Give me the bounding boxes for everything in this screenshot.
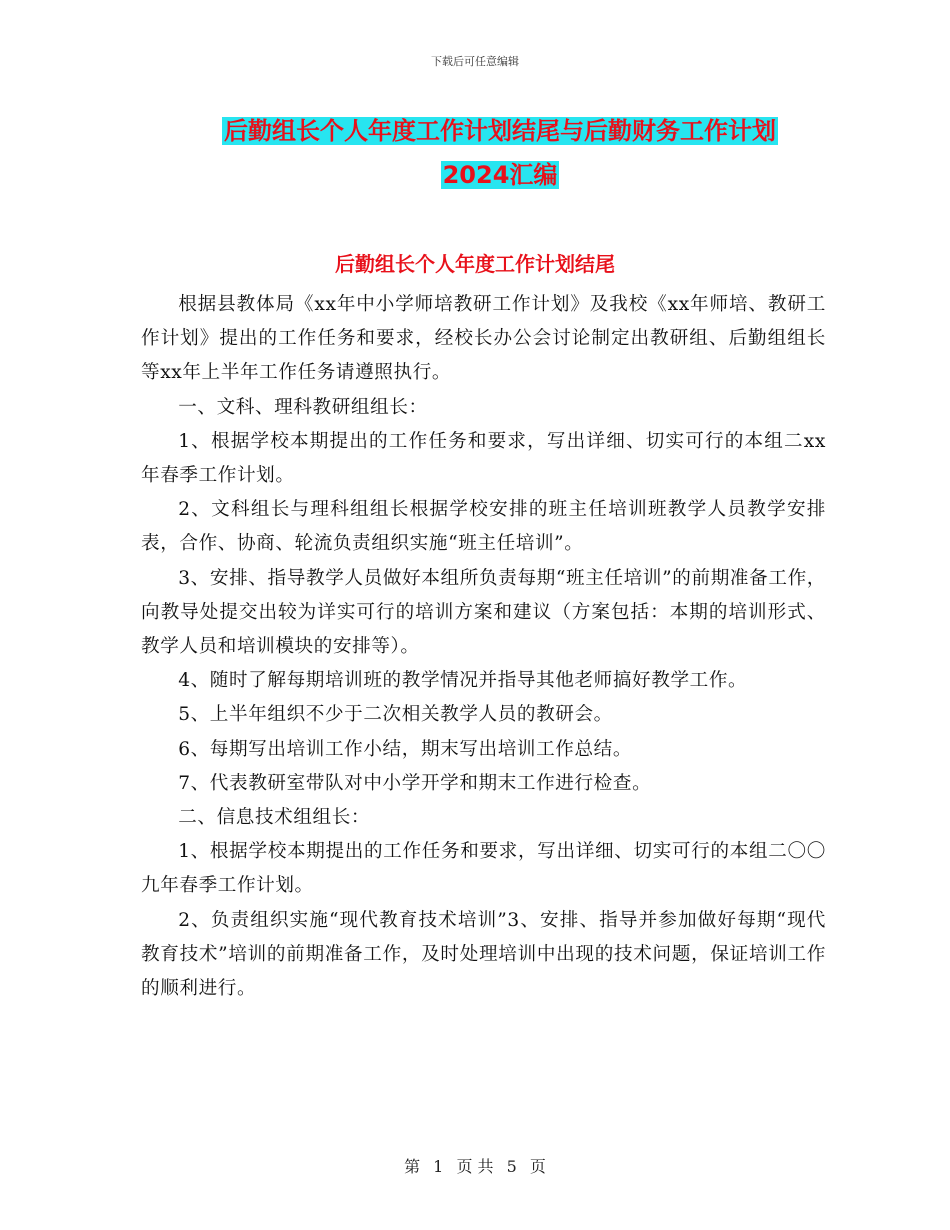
list-item: 6、每期写出培训工作小结，期末写出培训工作总结。	[178, 738, 633, 760]
title-line-1-text: 后勤组长个人年度工作计划结尾与后勤财务工作计划	[224, 117, 776, 145]
heading-teaching-group-leaders: 一、文科、理科教研组组长：	[178, 396, 428, 418]
document-body	[141, 288, 826, 1006]
document-title-line-1	[140, 109, 860, 153]
document-title-line-2	[140, 153, 860, 197]
page-mid: 页 共	[456, 1157, 494, 1176]
page-number-total: 5	[506, 1157, 517, 1176]
list-item: 2、文科组长与理科组组长根据学校安排的班主任培训班教学人员教学安排表，合作、协商、轮流负责组织实施“班主任培训”。	[141, 499, 826, 555]
list-item: 1、根据学校本期提出的工作任务和要求，写出详细、切实可行的本组二xx年春季工作计划。	[141, 430, 826, 487]
page-suffix: 页	[529, 1157, 546, 1176]
header-note: 下载后可任意编辑	[431, 55, 519, 68]
list-item: 7、代表教研室带队对中小学开学和期末工作进行检查。	[178, 772, 652, 794]
list-item: 2、负责组织实施“现代教育技术培训”3、安排、指导并参加做好每期“现代教育技术”培训的前期准备工作，及时处理培训中出现的技术问题，保证培训工作的顺利进行。	[141, 909, 826, 1000]
heading-it-group-leader: 二、信息技术组组长：	[178, 807, 371, 829]
list-item: 5、上半年组织不少于二次相关教学人员的教研会。	[178, 704, 613, 726]
list-item: 3、安排、指导教学人员做好本组所负责每期“班主任培训”的前期准备工作，向教导处提交出较为详实可行的培训方案和建议（方案包括：本期的培训形式、教学人员和培训模块的安排等）。	[141, 567, 826, 658]
page-prefix: 第	[404, 1157, 421, 1176]
list-item: 1、根据学校本期提出的工作任务和要求，写出详细、切实可行的本组二〇〇九年春季工作计划。	[141, 841, 826, 897]
document-title	[140, 109, 860, 197]
page-number-current: 1	[433, 1157, 444, 1176]
paragraph-intro: 根据县教体局《xx年中小学师培教研工作计划》及我校《xx年师培、教研工作计划》提出的工作任务和要求，经校长办公会讨论制定出教研组、后勤组组长等xx年上半年工作任务请遵照执行。	[141, 294, 826, 384]
page-footer	[0, 1154, 950, 1177]
section-title: 后勤组长个人年度工作计划结尾	[335, 252, 615, 276]
list-item: 4、随时了解每期培训班的教学情况并指导其他老师搞好教学工作。	[178, 670, 748, 692]
title-line-2-text: 2024汇编	[442, 161, 558, 189]
